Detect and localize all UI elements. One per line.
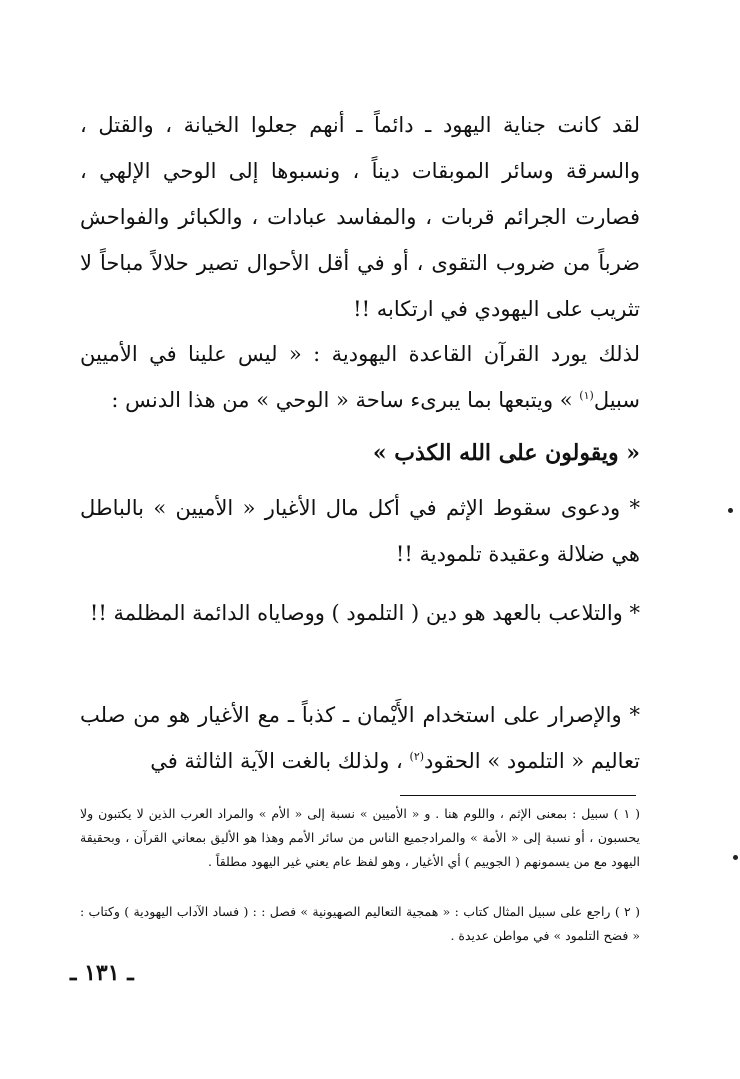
footnote-ref-1: (١) bbox=[579, 389, 594, 402]
paragraph-2-text-a: لذلك يورد القرآن القاعدة اليهودية : « ليس علينا في الأميين سبيل bbox=[80, 342, 640, 412]
footnote-ref-2: (٢) bbox=[409, 750, 425, 763]
bullet-3-text-b: ، ولذلك بالغت الآية الثالثة في bbox=[150, 749, 410, 773]
bullet-paragraph-3 bbox=[80, 692, 640, 784]
footnote-divider bbox=[400, 795, 636, 796]
paragraph-2 bbox=[80, 331, 640, 423]
footnote-1: ( ١ ) سبيل : بمعنى الإثم ، واللوم هنا . و « الأميين » نسبة إلى « الأم » والمراد العرب الذين لا يكتبون ولا يحسبون ، أو نسبة إلى « الأمة » والمرادجميع الناس من سائر الأمم وهذا هو الأليق بمعاني القرآن ، وبحقيقة اليهود مع من يسمونهم ( الجوييم ) أي الأغيار ، وهو لفظ عام يعني غير اليهود مطلقاً . bbox=[80, 806, 640, 869]
quran-quote: « ويقولون على الله الكذب » bbox=[372, 440, 640, 466]
margin-dot bbox=[728, 508, 733, 513]
page-number: ـ ١٣١ ـ bbox=[70, 960, 134, 986]
bullet-paragraph-1: * ودعوى سقوط الإثم في أكل مال الأغيار « الأميين » بالباطل هي ضلالة وعقيدة تلمودية !! bbox=[80, 496, 640, 566]
margin-dot bbox=[733, 855, 738, 860]
footnote-2: ( ٢ ) راجع على سبيل المثال كتاب : « همجية التعاليم الصهيونية » فصل : : ( فساد الآداب اليهودية ) وكتاب : « فضح التلمود » في مواطن عديدة . bbox=[80, 904, 640, 943]
paragraph-1: لقد كانت جناية اليهود ـ دائماً ـ أنهم جعلوا الخيانة ، والقتل ، والسرقة وسائر الموبقات ديناً ، ونسبوها إلى الوحي الإلهي ، فصارت الجرائم قربات ، والمفاسد عبادات ، والكبائر والفواحش ضرباً من ضروب التقوى ، أو في أقل الأحوال تصير حلالاً مباحاً لا تثريب على اليهودي في ارتكابه !! bbox=[80, 113, 640, 321]
bullet-paragraph-2: * والتلاعب بالعهد هو دين ( التلمود ) ووصاياه الدائمة المظلمة !! bbox=[89, 601, 640, 625]
paragraph-2-text-b: » ويتبعها بما يبرىء ساحة « الوحي » من هذا الدنس : bbox=[111, 388, 580, 412]
bullet-3-text-a: * والإصرار على استخدام الأَيْمان ـ كذباً ـ مع الأغيار هو من صلب تعاليم « التلمود » الحقود bbox=[80, 703, 640, 773]
